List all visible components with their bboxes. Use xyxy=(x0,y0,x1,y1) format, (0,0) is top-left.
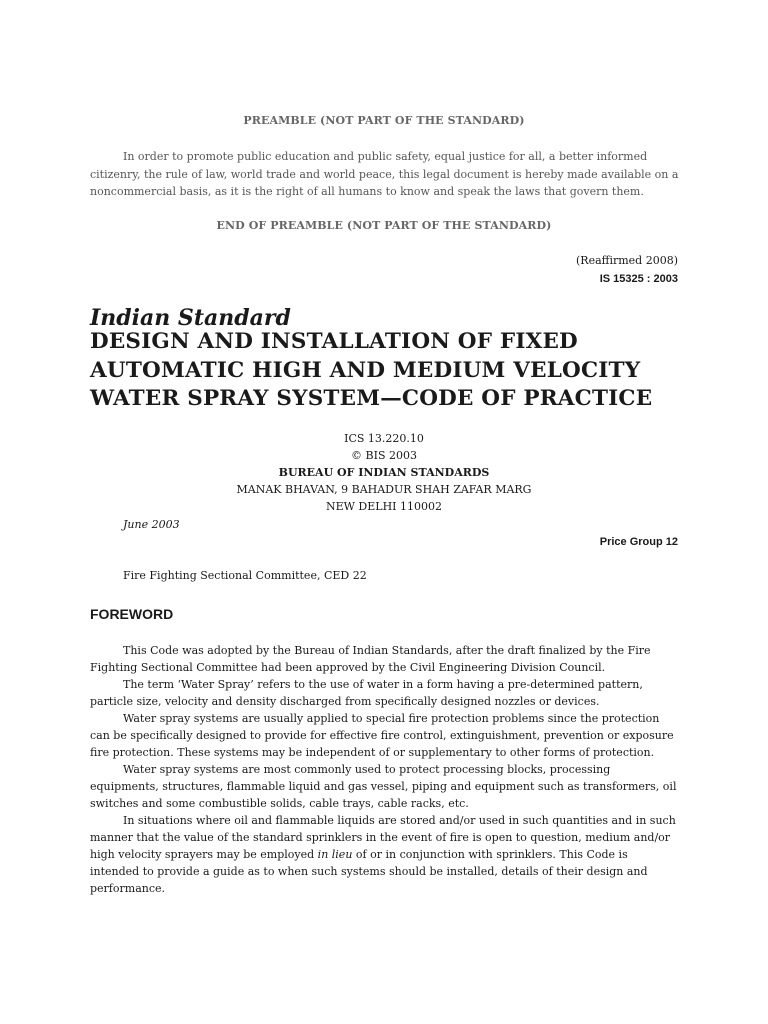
italic-term: in lieu xyxy=(317,848,353,861)
foreword-paragraph: Water spray systems are most commonly used to protect processing blocks, processing equipments, structures, flammable liquid and gas vessel, piping and equipment such as transformers, oil switches and some combustible solids, cable trays, cable racks, etc. xyxy=(90,763,677,810)
price-group: Price Group 12 xyxy=(599,536,678,548)
foreword-paragraph: Water spray systems are usually applied to special fire protection problems since the protection can be specifically designed to provide for effective fire control, extinguishment, prevention or exposure fire protection. These systems may be independent of or supplementary to other forms of protection. xyxy=(90,712,674,759)
title-line: DESIGN AND INSTALLATION OF FIXED xyxy=(90,329,578,354)
paragraph-text: of or in conjunction with sprinklers. This Code is intended to provide a guide as to when such systems should be installed, details of their design and performance. xyxy=(90,848,648,895)
title-prefix: Indian Standard xyxy=(90,305,291,331)
publisher-address-line2: NEW DELHI 110002 xyxy=(325,500,443,513)
committee: Fire Fighting Sectional Committee, CED 22 xyxy=(123,569,367,582)
copyright: © BIS 2003 xyxy=(351,449,417,462)
preamble-body: In order to promote public education and public safety, equal justice for all, a better informed citizenry, the rule of law, world trade and world peace, this legal document is hereby made available on a noncommercial basis, as it is the right of all humans to know and speak the laws that govern them. xyxy=(90,150,679,198)
standard-number: IS 15325 : 2003 xyxy=(599,273,678,285)
foreword-body xyxy=(90,642,680,897)
publisher-name: BUREAU OF INDIAN STANDARDS xyxy=(278,466,490,479)
foreword-heading: FOREWORD xyxy=(90,606,174,622)
title-line: AUTOMATIC HIGH AND MEDIUM VELOCITY xyxy=(90,357,641,383)
foreword-paragraph: This Code was adopted by the Bureau of Indian Standards, after the draft finalized by the Fire Fighting Sectional Committee had been approved by the Civil Engineering Division Council. xyxy=(90,644,651,674)
document-title xyxy=(90,328,690,414)
foreword-paragraph xyxy=(90,812,680,897)
preamble-end-heading: END OF PREAMBLE (NOT PART OF THE STANDARD) xyxy=(216,219,552,232)
title-line: WATER SPRAY SYSTEM—CODE OF PRACTICE xyxy=(90,386,653,411)
publication-date: June 2003 xyxy=(123,518,180,531)
preamble-heading: PREAMBLE (NOT PART OF THE STANDARD) xyxy=(243,114,525,127)
publisher-address-line1: MANAK BHAVAN, 9 BAHADUR SHAH ZAFAR MARG xyxy=(236,483,532,496)
foreword-paragraph: The term ‘Water Spray’ refers to the use of water in a form having a pre-determined pattern, particle size, velocity and density discharged from specifically designed nozzles or devices. xyxy=(90,678,643,708)
ics-code: ICS 13.220.10 xyxy=(344,432,424,445)
reaffirmed-note: (Reaffirmed 2008) xyxy=(576,254,678,267)
paragraph-text: In situations where oil and flammable liquids are stored and/or used in such quantities and in such manner that the value of the standard sprinklers in the event of fire is open to question, medium and/or high velocity sprayers may be employed xyxy=(90,814,676,861)
